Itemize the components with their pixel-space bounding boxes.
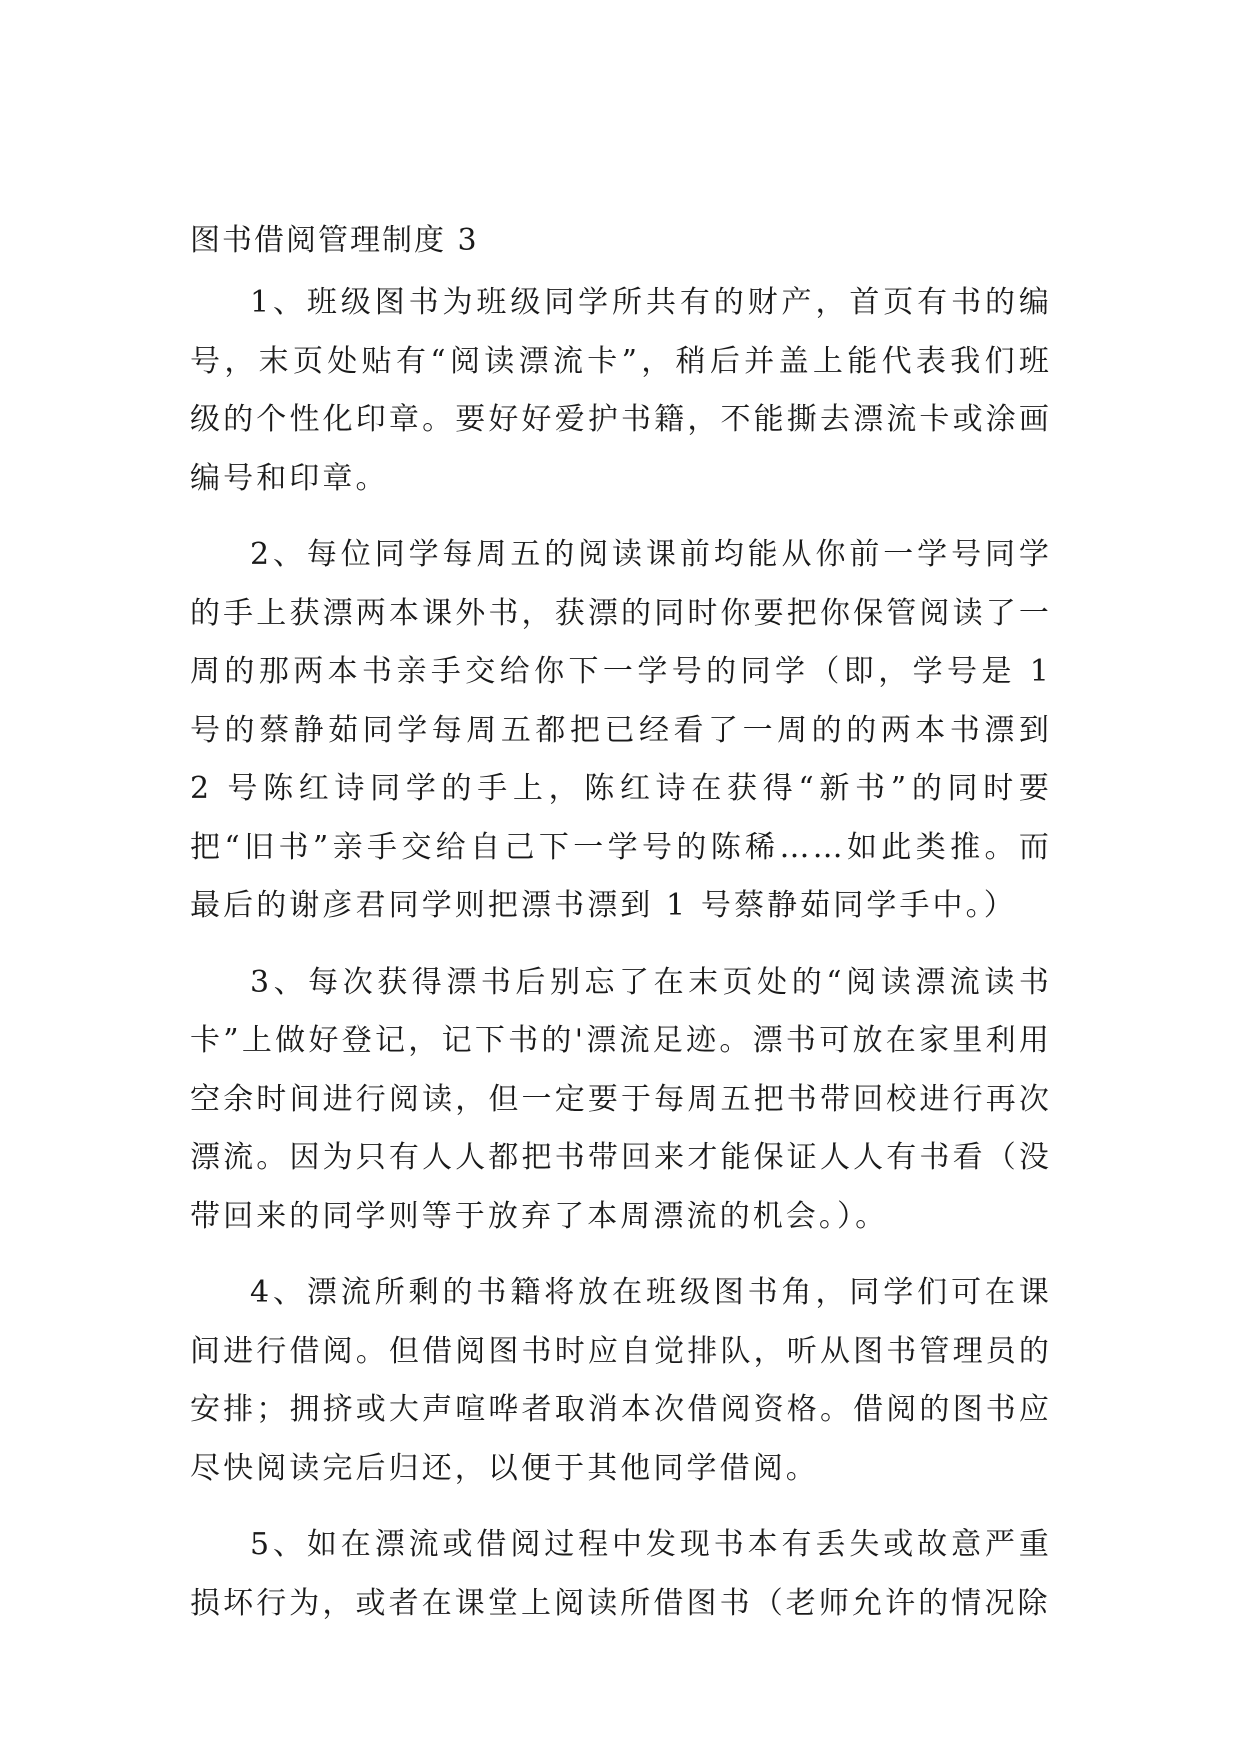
paragraph-5: 5、如在漂流或借阅过程中发现书本有丢失或故意严重损坏行为，或者在课堂上阅读所借图书（老师允许的情况除 [190,1527,1052,1621]
paragraph-4: 4、漂流所剩的书籍将放在班级图书角，同学们可在课间进行借阅。但借阅图书时应自觉排队，听从图书管理员的安排；拥挤或大声喧哗者取消本次借阅资格。借阅的图书应尽快阅读完后归还，以便于其他同学借阅。 [190,1275,1052,1486]
paragraph-2: 2、每位同学每周五的阅读课前均能从你前一学号同学的手上获漂两本课外书，获漂的同时你要把你保管阅读了一周的那两本书亲手交给你下一学号的同学（即，学号是 1 号的蔡静茹同学每周五都把已经看了一周的的两本书漂到 2 号陈红诗同学的手上，陈红诗在获得“新书”的同时要把“旧书”亲手交给自己下一学号的陈稀……如此类推。而最后的谢彦君同学则把漂书漂到 1 号蔡静茹同学手中。） [190,537,1052,923]
paragraph-3: 3、每次获得漂书后别忘了在末页处的“阅读漂流读书卡”上做好登记，记下书的'漂流足迹。漂书可放在家里利用空余时间进行阅读，但一定要于每周五把书带回校进行再次漂流。因为只有人人都把书带回来才能保证人人有书看（没带回来的同学则等于放弃了本周漂流的机会。）。 [190,964,1052,1234]
paragraph-1: 1、班级图书为班级同学所共有的财产，首页有书的编号，末页处贴有“阅读漂流卡”，稍后并盖上能代表我们班级的个性化印章。要好好爱护书籍，不能撕去漂流卡或涂画编号和印章。 [190,285,1052,496]
document-title: 图书借阅管理制度 3 [190,223,479,258]
document-page [190,212,1052,1651]
